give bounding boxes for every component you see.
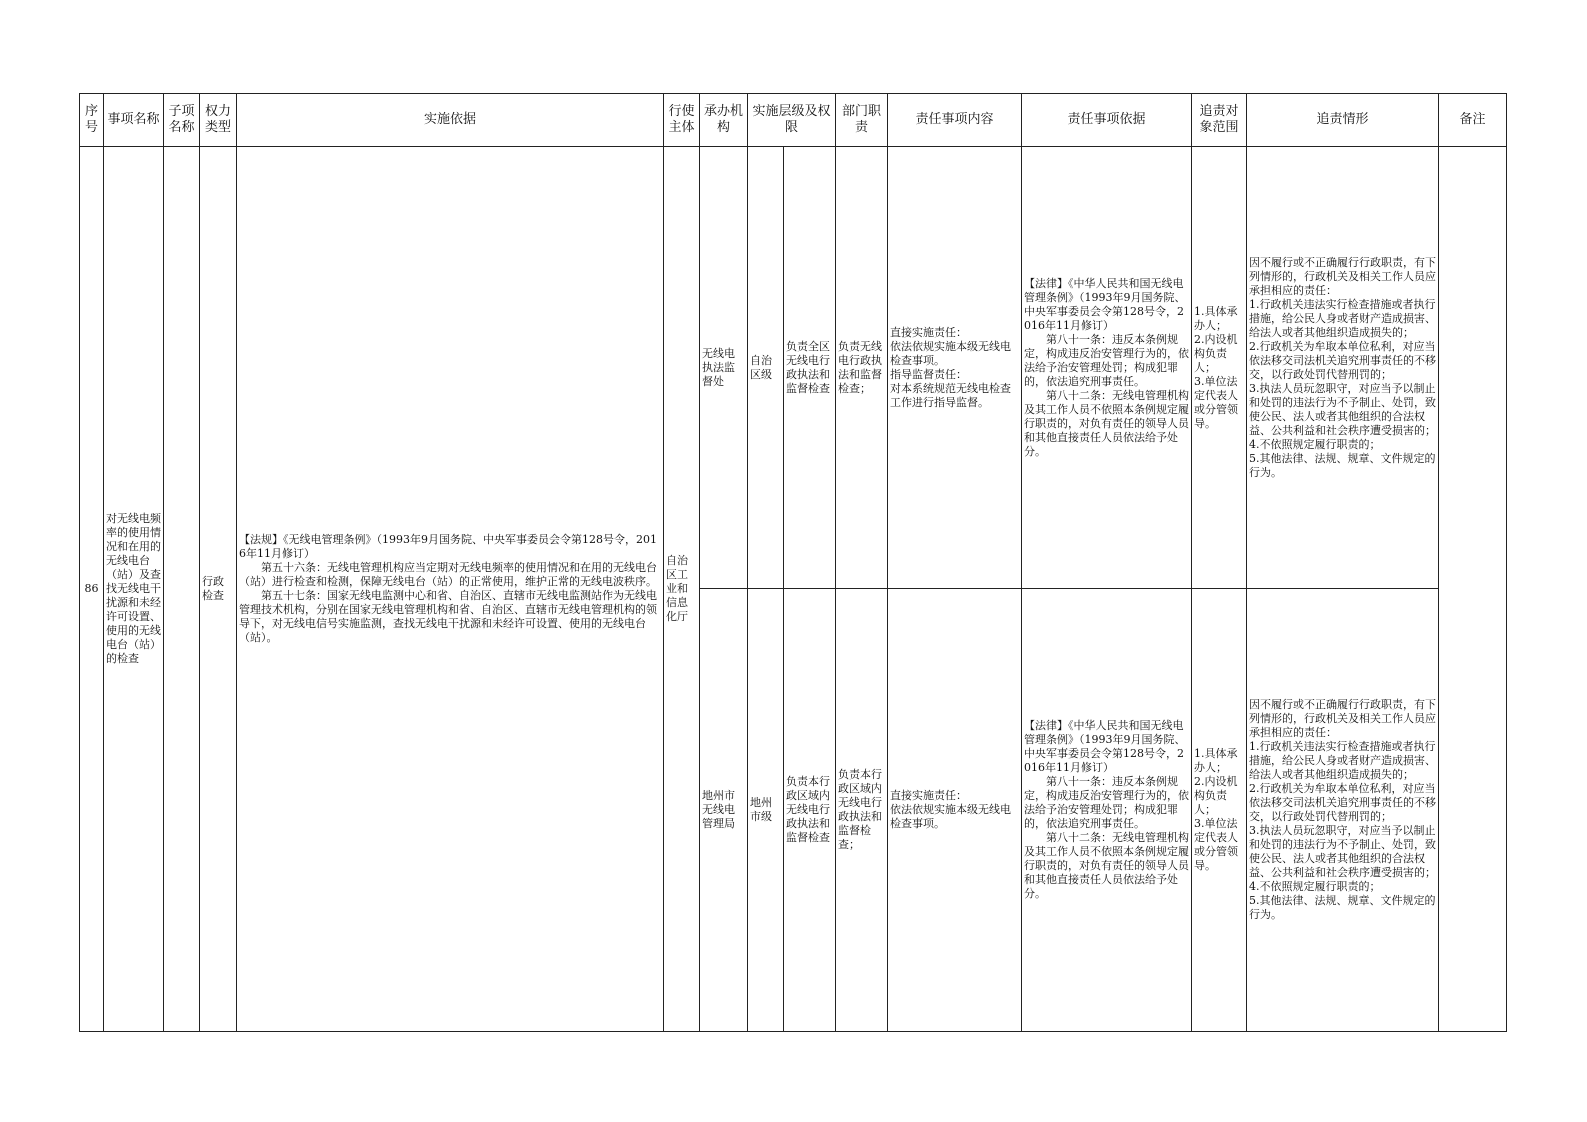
row-item-name: 对无线电频率的使用情况和在用的无线电台（站）及查找无线电干扰源和未经许可设置、使用的无线电台（站）的检查 <box>104 147 164 1032</box>
header-remark: 备注 <box>1439 94 1507 147</box>
header-scope: 追责对象范围 <box>1192 94 1247 147</box>
row-duty-1: 负责无线电行政执法和监督检查； <box>836 147 888 589</box>
row-authority-1: 负责全区无线电行政执法和监督检查 <box>784 147 836 589</box>
responsibility-table <box>79 93 1507 1032</box>
header-resp-basis: 责任事项依据 <box>1022 94 1192 147</box>
header-item-name: 事项名称 <box>104 94 164 147</box>
header-situation: 追责情形 <box>1247 94 1439 147</box>
header-power-type: 权力类型 <box>200 94 237 147</box>
header-subject: 行使主体 <box>664 94 700 147</box>
row-agency-2: 地州市无线电管理局 <box>700 589 748 1032</box>
row-scope-2: 1.具体承办人； 2.内设机构负责人； 3.单位法定代表人或分管领导。 <box>1192 589 1247 1032</box>
row-resp-basis-2: 【法律】《中华人民共和国无线电管理条例》（1993年9月国务院、中央军事委员会令第128号令，2016年11月修订） 第八十一条：违反本条例规定，构成违反治安管理行为的，依法给予治安管理处罚；构成犯罪的，依法追究刑事责任。 第八十二条：无线电管理机构及其工作人员不依照本条例规定履行职责的，对负有责任的领导人员和其他直接责任人员依法给予处分。 <box>1022 589 1192 1032</box>
header-duty: 部门职责 <box>836 94 888 147</box>
row-power-type: 行政检查 <box>200 147 237 1032</box>
row-resp-basis-1: 【法律】《中华人民共和国无线电管理条例》（1993年9月国务院、中央军事委员会令第128号令，2016年11月修订） 第八十一条：违反本条例规定，构成违反治安管理行为的，依法给予治安管理处罚；构成犯罪的，依法追究刑事责任。 第八十二条：无线电管理机构及其工作人员不依照本条例规定履行职责的，对负有责任的领导人员和其他直接责任人员依法给予处分。 <box>1022 147 1192 589</box>
header-row <box>80 94 1507 147</box>
row-agency-1: 无线电执法监督处 <box>700 147 748 589</box>
header-resp-content: 责任事项内容 <box>888 94 1022 147</box>
header-agency: 承办机构 <box>700 94 748 147</box>
row-scope-1: 1.具体承办人； 2.内设机构负责人； 3.单位法定代表人或分管领导。 <box>1192 147 1247 589</box>
row-remark <box>1439 147 1507 1032</box>
header-level: 实施层级及权限 <box>748 94 836 147</box>
row-duty-2: 负责本行政区域内无线电行政执法和监督检查； <box>836 589 888 1032</box>
header-seq: 序号 <box>80 94 104 147</box>
row-level-1: 自治区级 <box>748 147 784 589</box>
row-basis: 【法规】《无线电管理条例》（1993年9月国务院、中央军事委员会令第128号令，2016年11月修订） 第五十六条：无线电管理机构应当定期对无线电频率的使用情况和在用的无线电台（站）进行检查和检测，保障无线电台（站）的正常使用，维护正常的无线电波秩序。 第五十七条：国家无线电监测中心和省、自治区、直辖市无线电监测站作为无线电管理技术机构，分别在国家无线电管理机构和省、自治区、直辖市无线电管理机构的领导下，对无线电信号实施监测，查找无线电干扰源和未经许可设置、使用的无线电台（站）。 <box>237 147 664 1032</box>
row-resp-content-1: 直接实施责任： 依法依规实施本级无线电检查事项。 指导监督责任： 对本系统规范无线电检查工作进行指导监督。 <box>888 147 1022 589</box>
header-basis: 实施依据 <box>237 94 664 147</box>
table-row <box>80 147 1507 589</box>
row-situation-1: 因不履行或不正确履行行政职责，有下列情形的，行政机关及相关工作人员应承担相应的责任： 1.行政机关违法实行检查措施或者执行措施，给公民人身或者财产造成损害、给法人或者其他组织造成损失的； 2.行政机关为牟取本单位私利，对应当依法移交司法机关追究刑事责任的不移交，以行政处罚代替刑罚的； 3.执法人员玩忽职守，对应当予以制止和处罚的违法行为不予制止、处罚，致使公民、法人或者其他组织的合法权益、公共利益和社会秩序遭受损害的； 4.不依照规定履行职责的； 5.其他法律、法规、规章、文件规定的行为。 <box>1247 147 1439 589</box>
row-level-2: 地州市级 <box>748 589 784 1032</box>
row-seq: 86 <box>80 147 104 1032</box>
row-resp-content-2: 直接实施责任： 依法依规实施本级无线电检查事项。 <box>888 589 1022 1032</box>
row-sub-name <box>164 147 200 1032</box>
row-subject: 自治区工业和信息化厅 <box>664 147 700 1032</box>
row-authority-2: 负责本行政区域内无线电行政执法和监督检查 <box>784 589 836 1032</box>
row-situation-2: 因不履行或不正确履行行政职责，有下列情形的，行政机关及相关工作人员应承担相应的责任： 1.行政机关违法实行检查措施或者执行措施，给公民人身或者财产造成损害、给法人或者其他组织造成损失的； 2.行政机关为牟取本单位私利，对应当依法移交司法机关追究刑事责任的不移交，以行政处罚代替刑罚的； 3.执法人员玩忽职守，对应当予以制止和处罚的违法行为不予制止、处罚，致使公民、法人或者其他组织的合法权益、公共利益和社会秩序遭受损害的； 4.不依照规定履行职责的； 5.其他法律、法规、规章、文件规定的行为。 <box>1247 589 1439 1032</box>
header-sub-name: 子项名称 <box>164 94 200 147</box>
